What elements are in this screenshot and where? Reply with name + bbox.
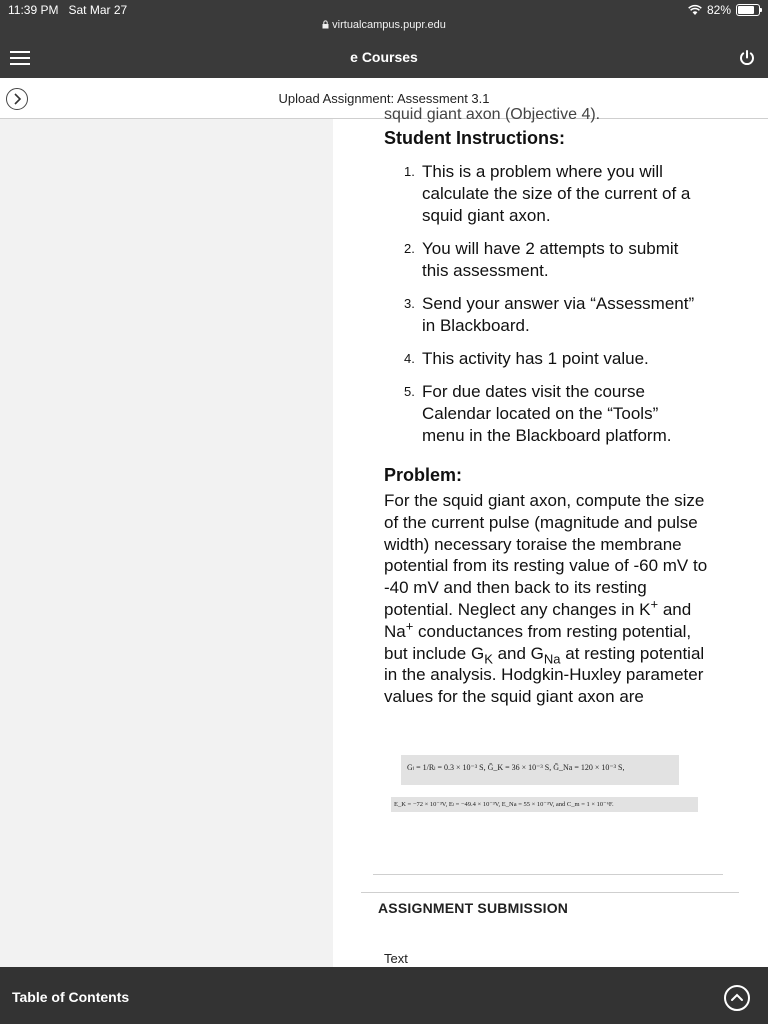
url-text: virtualcampus.pupr.edu: [332, 19, 446, 31]
power-icon[interactable]: [738, 49, 756, 67]
nav-title: e Courses: [350, 49, 418, 65]
sidebar-panel: [0, 119, 333, 967]
content-panel: [333, 106, 768, 967]
page-title: Upload Assignment: Assessment 3.1: [278, 91, 490, 106]
battery-percent: 82%: [706, 3, 731, 17]
address-bar[interactable]: [0, 19, 768, 31]
list-item: 1. This is a problem where you will calculate the size of the current of a squid giant axon.: [404, 162, 691, 225]
scroll-top-button[interactable]: [724, 985, 750, 1011]
divider: [361, 892, 739, 893]
instructions-list: [384, 161, 704, 458]
battery-icon: [736, 4, 760, 16]
status-time: 11:39 PM Sat Mar 27: [8, 3, 128, 17]
clipped-objective-line: squid giant axon (Objective 4).: [384, 106, 601, 123]
text-submission-label: Text: [384, 951, 408, 966]
instructions-heading: Student Instructions:: [384, 128, 565, 148]
top-nav: [0, 38, 768, 78]
footer-bar: [0, 967, 768, 1024]
list-item: 4. This activity has 1 point value.: [404, 349, 649, 368]
list-item: 5. For due dates visit the course Calendar located on the “Tools” menu in the Blackboard platform.: [404, 382, 672, 445]
problem-heading: Problem:: [384, 465, 463, 485]
formula-image-conductances: Gₗ = 1/Rₗ = 0.3 × 10⁻³ S, Ḡ_K = 36 × 10⁻³ S, Ḡ_Na = 120 × 10⁻³ S,: [401, 755, 679, 785]
status-bar: [0, 0, 768, 38]
divider: [373, 874, 723, 875]
assignment-submission-heading: ASSIGNMENT SUBMISSION: [378, 900, 569, 916]
lock-icon: [322, 20, 329, 29]
list-item: 3. Send your answer via “Assessment” in Blackboard.: [404, 294, 695, 335]
problem-text: For the squid giant axon, compute the size of the current pulse (magnitude and pulse width) necessary toraise the membrane potential from its resting value of -60 mV to -40 mV and then back to its resting potential. Neglect any changes in K+ and Na+ conductances from resting potential, but include $G_K$ and $G_{Na}$ at resting potential in the analysis. Hodgkin-Huxley parameter values for the squid giant axon are: [384, 491, 708, 707]
status-right: [688, 3, 760, 17]
list-item: 2. You will have 2 attempts to submit this assessment.: [404, 239, 679, 280]
table-of-contents-button[interactable]: Table of Contents: [12, 989, 130, 1005]
wifi-icon: [688, 5, 702, 16]
chevron-up-icon: [726, 987, 748, 1009]
formula-image-potentials: E_K = −72 × 10⁻³V, Eₗ = −49.4 × 10⁻³V, E_Na = 55 × 10⁻³V, and C_m = 1 × 10⁻⁶F.: [391, 797, 698, 812]
